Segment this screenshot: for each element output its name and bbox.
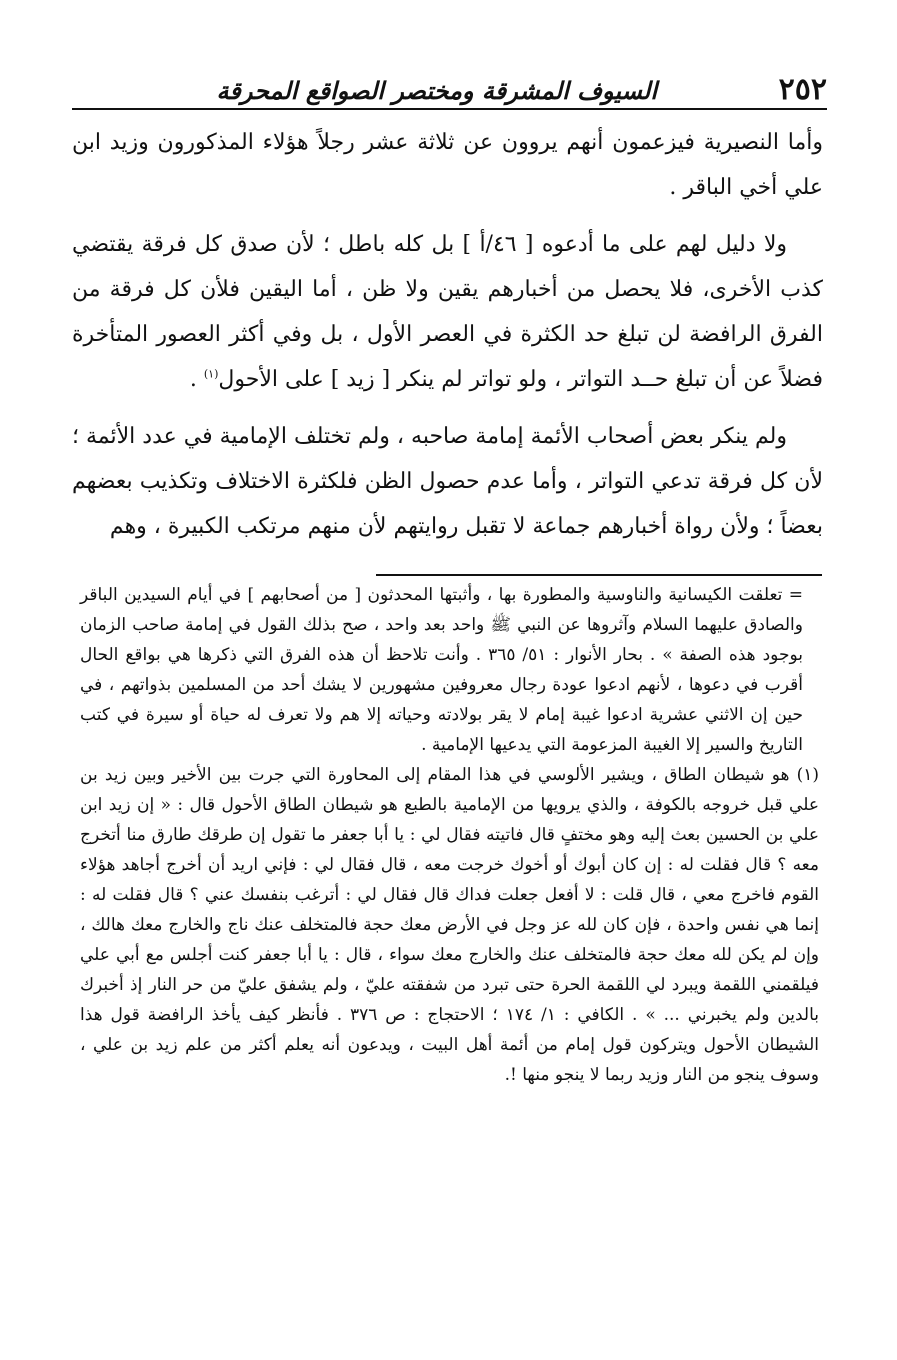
footnotes-section xyxy=(80,580,819,1090)
paragraph-imamate: ولم ينكر بعض أصحاب الأئمة إمامة صاحبه ، ولم تختلف الإمامية في عدد الأئمة ؛ لأن كل فرقة تدعي التواتر ، وأما عدم حصول الظن فلكثرة الاختلاف وتكذيب بعضهم بعضاً ؛ ولأن رواة أخبارهم جماعة لا تقبل روايتهم لأن منهم مرتكب الكبيرة ، وهم xyxy=(72,424,823,539)
footnote-continued: = تعلقت الكيسانية والناوسية والمطورة بها ، وأثبتها المحدثون [ من أصحابهم ] في أيام السيدين الباقر والصادق عليهما السلام وآثروها عن النبي ﷺ واحد بعد واحد ، صح بذلك القول في إمامة صاحب الزمان بوجود هذه الصفة » . بحار الأنوار : ٥١/ ٣٦٥ . وأنت تلاحظ أن هذه الفرق التي ذكرها هي بواقع الحال أقرب في دعوها ، لأنهم ادعوا عودة رجال معروفين مشهورين لا يشك أحد من المسلمين بذواتهم ، في حين إن الاثني عشرية ادعوا غيبة إمام لا يقر بولادته وحياته إلا هم ولا تعرف له حياة أو سيرة في كتب التاريخ والسير إلا الغيبة المزعومة التي يدعيها الإمامية . xyxy=(80,585,803,755)
paragraph-no-evidence-text: ولا دليل لهم على ما أدعوه [ ٤٦/أ ] بل كله باطل ؛ لأن صدق كل فرقة يقتضي كذب الأخرى، فلا يحصل من أخبارهم يقين ولا ظن ، أما اليقين فلأن كل فرقة من الفرق الرافضة لن تبلغ حد الكثرة في العصر الأول ، بل وفي أكثر العصور المتأخرة فضلاً عن أن تبلغ حــد التواتر ، ولو تواتر لم ينكر [ زيد ] على الأحول xyxy=(72,232,823,392)
paragraph-no-evidence xyxy=(72,222,823,402)
running-title: السيوف المشرقة ومختصر الصواقع المحرقة xyxy=(216,76,657,105)
sentence-period: . xyxy=(189,367,204,392)
footnote-1: (١) هو شيطان الطاق ، ويشير الألوسي في هذا المقام إلى المحاورة التي جرت بين الأخير وبين زيد بن علي قبل خروجه بالكوفة ، والذي يرويها من الإمامية بالطبع هو شيطان الطاق الأحول قال : « إن زيد ابن علي بن الحسين بعث إليه وهو مختفٍ قال فاتيته فقال لي : يا أبا جعفر ما تقول إن طرقك طارق منا أتخرج معه ؟ قال فقلت له : إن كان أبوك أو أخوك خرجت معه ، قال فقال لي : فإني اريد أن أخرج أجاهد هؤلاء القوم فاخرج معي ، قال قلت : لا أفعل جعلت فداك قال فقال لي : أترغب بنفسك عني ؟ قال فقلت له : إنما هي نفس واحدة ، فإن كان لله عز وجل في الأرض معك حجة فالمتخلف عنك ناج والخارج معك هالك ، وإن لم يكن لله معك حجة فالمتخلف عنك والخارج معك سواء ، قال : يا أبا جعفر كنت أجلس مع أبي علي فيلقمني اللقمة ويبرد لي اللقمة الحرة حتى تبرد من شفقته عليّ ، ولم يشفق عليّ من حر النار إذ أخبرك بالدين ولم يخبرني ... » . الكافي : ١/ ١٧٤ ؛ الاحتجاج : ص ٣٧٦ . فأنظر كيف يأخذ الرافضة قول هذا الشيطان الأحول ويتركون قول إمام من أئمة أهل البيت ، ويدعون أنه يعلم أكثر من علم زيد بن علي ، وسوف ينجو من النار وزيد ربما لا ينجو منها !. xyxy=(80,765,819,1085)
footnote-divider xyxy=(376,574,822,576)
header-divider xyxy=(72,108,827,110)
main-text xyxy=(72,120,823,561)
paragraph-nusayriyya: وأما النصيرية فيزعمون أنهم يروون عن ثلاثة عشر رجلاً هؤلاء المذكورون وزيد ابن علي أخي الباقر . xyxy=(72,130,823,200)
page-number: ٢٥٢ xyxy=(778,72,827,107)
footnote-ref-1[interactable]: (١) xyxy=(203,367,219,381)
